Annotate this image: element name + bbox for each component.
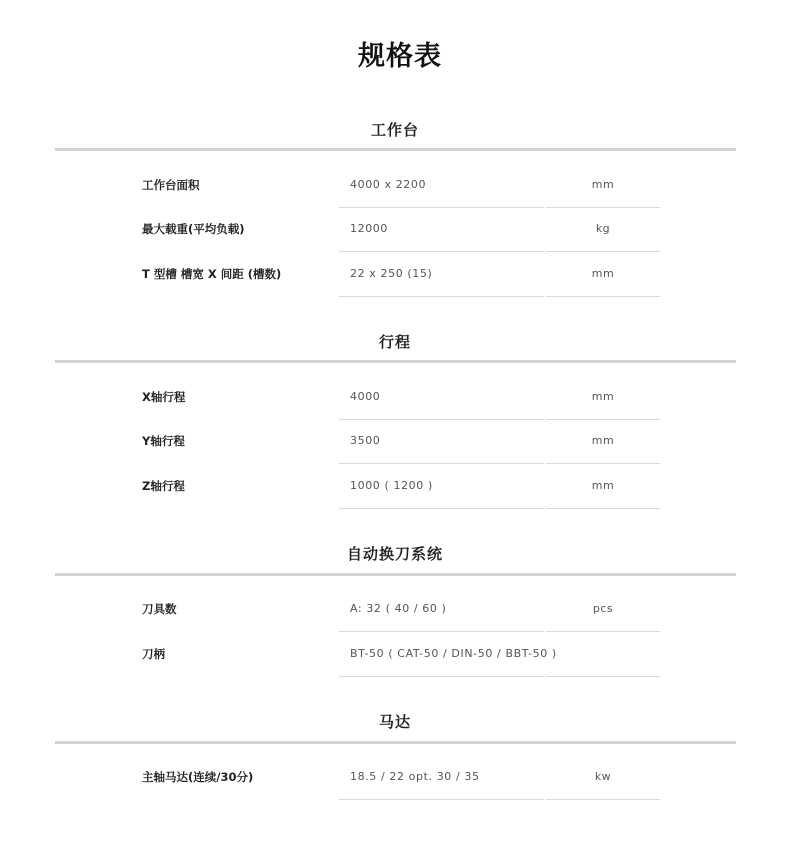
spec-value: 18.5 / 22 opt. 30 / 35 [350,770,480,783]
spec-value: 4000 [350,390,381,403]
spec-label: 最大载重(平均负载) [142,222,245,236]
spec-row [0,633,800,677]
spec-label: X轴行程 [142,390,186,404]
spec-unit: mm [591,267,615,280]
spec-unit: pcs [592,602,614,615]
spec-unit: mm [591,178,615,191]
spec-unit: kw [594,770,612,783]
spec-label: 工作台面积 [142,178,200,192]
spec-unit-cell [546,164,660,208]
section-divider [55,148,736,151]
page-title: 规格表 [358,41,442,72]
section-divider [55,741,736,744]
spec-value-cell [339,633,557,677]
spec-label: 主轴马达(连续/30分) [142,770,254,784]
spec-value: 1000 ( 1200 ) [350,479,433,492]
spec-value-cell [339,253,544,297]
spec-row [0,253,800,297]
spec-unit-cell [546,208,660,252]
spec-label: 刀具数 [142,602,177,616]
spec-row [0,420,800,464]
spec-unit: mm [591,479,615,492]
spec-unit-cell [546,465,660,509]
spec-unit: kg [595,222,611,235]
spec-value-cell [339,376,544,420]
spec-value: 12000 [350,222,388,235]
spec-label: T 型槽 槽宽 X 间距 (槽数) [142,267,282,281]
section-divider [55,360,736,363]
spec-unit-cell [546,420,660,464]
section-title: 马达 [378,713,411,731]
spec-value-cell [339,465,544,509]
spec-value: 22 x 250 (15) [350,267,433,280]
spec-label: Z轴行程 [142,479,185,493]
spec-value: 3500 [350,434,381,447]
spec-unit-cell [546,253,660,297]
spec-value: 4000 x 2200 [350,178,427,191]
spec-row [0,164,800,208]
spec-row [0,465,800,509]
spec-label: Y轴行程 [142,434,185,448]
spec-value-cell [339,756,544,800]
spec-unit: mm [591,390,615,403]
spec-unit-cell [546,633,660,677]
spec-row [0,588,800,632]
spec-row [0,376,800,420]
spec-value-cell [339,420,544,464]
spec-value-cell [339,164,544,208]
section-title: 自动换刀系统 [346,545,443,563]
spec-value: BT-50 ( CAT-50 / DIN-50 / BBT-50 ) [350,647,557,660]
spec-value-cell [339,208,544,252]
spec-unit-cell [546,376,660,420]
section-title: 行程 [378,333,411,351]
section-divider [55,573,736,576]
section-title: 工作台 [370,121,419,139]
spec-unit: mm [591,434,615,447]
spec-value: A: 32 ( 40 / 60 ) [350,602,447,615]
spec-unit-cell [546,756,660,800]
spec-value-cell [339,588,544,632]
spec-row [0,208,800,252]
spec-row [0,756,800,800]
spec-label: 刀柄 [142,647,165,661]
spec-unit-cell [546,588,660,632]
